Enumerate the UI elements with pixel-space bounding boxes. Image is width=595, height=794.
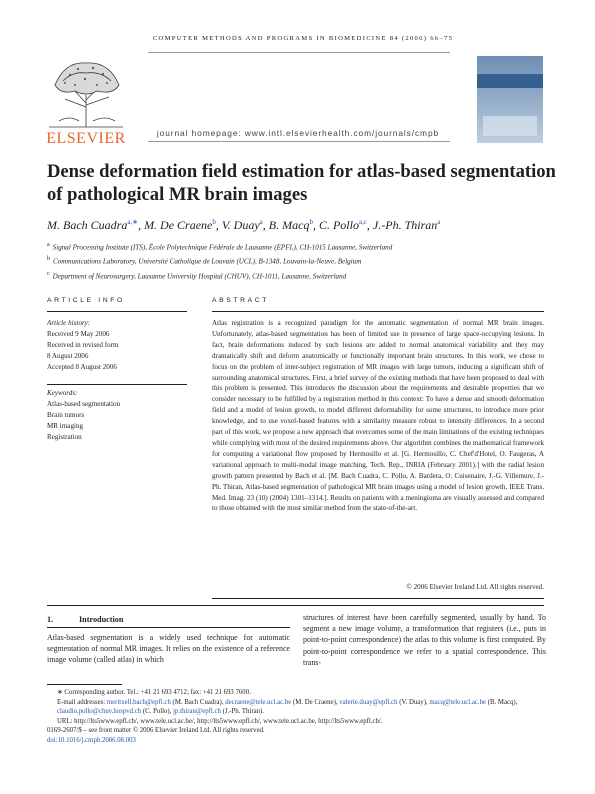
author[interactable]: M. De Craene [144, 218, 213, 232]
footnote-rule [47, 684, 122, 685]
email-owner: (M. Bach Cuadra), [170, 698, 226, 706]
keywords-label: Keywords: [47, 389, 78, 397]
keyword: Registration [47, 433, 82, 441]
author-marks[interactable]: a,c [358, 218, 367, 226]
journal-cover-image [477, 56, 543, 143]
section-title: Introduction [79, 615, 124, 624]
author-marks[interactable]: b [212, 218, 216, 226]
email-link[interactable]: meritxell.bach@epfl.ch [106, 698, 171, 706]
author[interactable]: B. Macq [268, 218, 310, 232]
introduction-heading [47, 615, 123, 624]
history-item: Received 9 May 2006 [47, 330, 110, 338]
abstract-rule [212, 311, 544, 312]
affiliation-mark: a [47, 242, 50, 248]
spacer [47, 373, 187, 384]
email-label: E-mail addresses: [57, 698, 106, 706]
introduction-right-column: structures of interest have been carefully segmented, usually by hand. To segment a new image volume, a transformation that registers (i.e., puts in point-to-point correspondence) the atlas to this volume is first computed. By point-to-point correspondence we refer to a spatial correspondence. This trans- [303, 613, 546, 667]
affiliation [47, 268, 567, 282]
author-separator: , [312, 218, 319, 232]
author-marks[interactable]: b [309, 218, 313, 226]
author-marks[interactable]: a [259, 218, 263, 226]
article-title: Dense deformation field estimation for atlas-based segmentation of pathological MR brain images [47, 161, 556, 205]
affiliation-text: Department of Neurosurgery, Lausanne University Hospital (CHUV), CH-1011, Lausanne, Switzerland [52, 272, 347, 281]
section-divider [47, 605, 544, 606]
author-separator: , [215, 218, 222, 232]
author-marks[interactable]: a,∗ [127, 218, 139, 226]
author[interactable]: C. Pollo [318, 218, 359, 232]
keyword: Brain tumors [47, 411, 85, 419]
author[interactable]: M. Bach Cuadra [47, 218, 128, 232]
introduction-rule [47, 627, 290, 628]
affiliation [47, 239, 567, 253]
affiliation [47, 253, 567, 267]
affiliation-text: Signal Processing Institute (ITS), École Polytechnique Fédérale de Lausanne (EPFL), CH-1015 Lausanne, Switzerland [52, 243, 393, 252]
article-info-rule [47, 311, 187, 312]
author-separator: , [366, 218, 373, 232]
doi-link[interactable]: doi:10.1016/j.cmpb.2006.08.003 [47, 736, 136, 744]
journal-homepage-link[interactable]: journal homepage: www.intl.elsevierhealth.com/journals/cmpb [156, 128, 440, 138]
keyword: Atlas-based segmentation [47, 400, 121, 408]
history-item: Received in revised form [47, 341, 119, 349]
author-separator: , [138, 218, 145, 232]
abstract-copyright: © 2006 Elsevier Ireland Ltd. All rights reserved. [406, 583, 544, 591]
author[interactable]: J.-Ph. Thiran [372, 218, 438, 232]
email-owner: (M. De Craene), [291, 698, 340, 706]
affiliation-mark: c [47, 270, 50, 277]
section-number: 1. [47, 615, 54, 624]
article-info-panel [47, 318, 187, 443]
email-link[interactable]: claudio.pollo@chuv.hospvd.ch [57, 708, 142, 716]
affiliation-mark: b [47, 256, 50, 263]
author-marks[interactable]: a [437, 218, 441, 226]
author[interactable]: V. Duay [221, 218, 260, 232]
keyword: MR imaging [47, 422, 84, 430]
email-link[interactable]: jp.thiran@epfl.ch [173, 708, 221, 716]
article-info-heading: ARTICLE INFO [47, 297, 125, 304]
affiliation-list [47, 239, 567, 282]
elsevier-logo-text: ELSEVIER [46, 130, 126, 147]
email-addresses [47, 698, 547, 717]
cover-graphic [483, 116, 537, 136]
history-item: 8 August 2006 [47, 352, 89, 360]
abstract-heading: ABSTRACT [212, 297, 270, 304]
elsevier-tree-icon [45, 55, 127, 129]
email-owner: (B. Macq), [486, 698, 518, 706]
email-link[interactable]: valerie.duay@epfl.ch [339, 698, 398, 706]
article-history-label: Article history: [47, 319, 91, 327]
history-item: Accepted 8 August 2006 [47, 363, 117, 371]
email-owner: (V. Duay), [397, 698, 430, 706]
author-list [47, 218, 567, 233]
email-owner: (J.-Ph. Thiran). [220, 708, 264, 716]
author-separator: , [262, 218, 269, 232]
corresponding-author-note: ∗ Corresponding author. Tel.: +41 21 693 4712; fax: +41 21 693 7600. [57, 689, 251, 696]
email-link[interactable]: decraene@tele.ucl.ac.be [225, 698, 292, 706]
journal-citation-line: COMPUTER METHODS AND PROGRAMS IN BIOMEDICINE 84 (2006) 66–75 [152, 35, 454, 42]
front-matter-note: 0169-2607/$ – see front matter © 2006 Elsevier Ireland Ltd. All rights reserved. [47, 727, 265, 735]
abstract-text: Atlas registration is a recognized paradigm for the automatic segmentation of normal MR brain images. Unfortunately, atlas-based segmentation has been of limited use in presence of large space-occupying lesions. In fact, brain deformations induced by such lesions are added to normal anatomical variability and they may dramatically shift and deform anatomically or functionally important brain structures. In this work, we chose to focus on the problem of inter-subject registration of MR images with large tumors, inducing a significant shift of surrounding anatomical structures. First, a brief survey of the existing methods that have been proposed to deal with this problem is presented. This introduces the discussion about the requirements and desirable properties that we consider necessary to be fulfilled by a registration method in this context: To have a dense and smooth deformation field and a model of lesion growth, to model different deformability for some structures, to introduce more prior knowledge, and to use voxel-based features with a similarity measure robust to intensity differences. In a second part of this work, we propose a new approach that overcomes some of the main limitations of the existing techniques while complying with most of the desired requirements above. Our algorithm combines the mathematical framework for computing a variational flow proposed by Hermosillo et al. [G. Hermosillo, C. Chef'd'Hotel, O. Faugeras, A variational approach to multi-modal image matching, Tech. Rep., INRIA (February 2001).] with the radial lesion growth pattern presented by Bach et al. [M. Bach Cuadra, C. Pollo, A. Bardera, O. Cuisenaire, J.-G. Villemure, J.-Ph. Thiran, Atlas-based segmentation of pathological MR brain images using a model of lesion growth, IEEE Trans. Med. Imag. 23 (10) (2004) 1301–1314.]. Results on patients with a meningioma are visually assessed and compared to those obtained with the most similar method from the state-of-the-art. [212, 319, 544, 513]
elsevier-logo [45, 55, 127, 151]
url-note: URL: http://lts5www.epfl.ch/, www.tele.ucl.ac.be/, http://lts5www.epfl.ch/, www.tele.ucl.ac.be, http://lts5www.epfl.ch/. [57, 717, 383, 725]
footnotes [47, 688, 547, 746]
email-link[interactable]: macq@tele.ucl.ac.be [429, 698, 486, 706]
affiliation-text: Communications Laboratory, Université Catholique de Louvain (UCL), B-1348, Louvain-la-Neuve, Belgium [53, 257, 362, 266]
keywords-rule [47, 384, 187, 385]
cover-title-band [477, 74, 543, 88]
email-owner: (C. Pollo), [141, 708, 174, 716]
abstract-end-rule [212, 598, 544, 599]
introduction-left-column: Atlas-based segmentation is a widely used technique for automatic segmentation of normal MR images. It relies on the existence of a reference image volume (called atlas) in which [47, 633, 290, 665]
